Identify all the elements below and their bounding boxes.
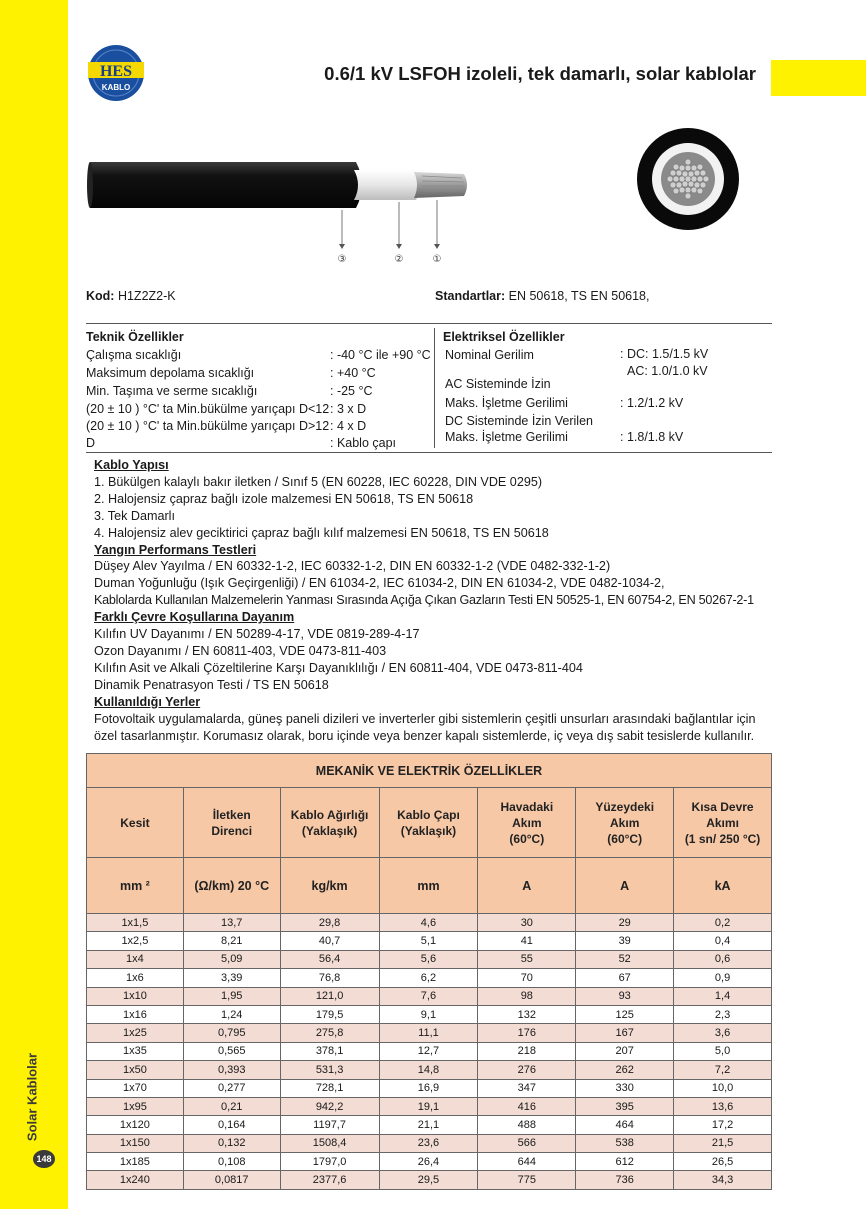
table-cell: 5,6 — [379, 950, 478, 968]
table-cell: 0,164 — [183, 1116, 280, 1134]
table-cell: 1x185 — [87, 1153, 184, 1171]
table-cell: 942,2 — [280, 1097, 379, 1115]
table-cell: 347 — [478, 1079, 576, 1097]
teknik-label-1: Maksimum depolama sıcaklığı — [86, 366, 255, 380]
table-cell: 93 — [576, 987, 674, 1005]
kullanim-heading: Kullanıldığı Yerler — [94, 694, 201, 709]
cevre-item-4: Dinamik Penatrasyon Testi / TS EN 50618 — [94, 677, 329, 692]
table-cell: 612 — [576, 1153, 674, 1171]
table-cell: 0,4 — [674, 932, 772, 950]
table-header-row — [87, 788, 772, 858]
table-row — [87, 932, 772, 950]
table-cell: 34,3 — [674, 1171, 772, 1189]
table-cell: 330 — [576, 1079, 674, 1097]
table-cell: 132 — [478, 1005, 576, 1023]
table-cell: 218 — [478, 1042, 576, 1060]
table-row — [87, 1005, 772, 1023]
table-cell: 395 — [576, 1097, 674, 1115]
cable-illustration — [86, 148, 476, 274]
table-cell: 14,8 — [379, 1061, 478, 1079]
cable-cross-section — [636, 127, 740, 231]
teknik-label-3: (20 ± 10 ) °C' ta Min.bükülme yarıçapı D<12 — [86, 402, 330, 416]
table-cell: 1197,7 — [280, 1116, 379, 1134]
table-cell: 2377,6 — [280, 1171, 379, 1189]
logo-bottom-text: KABLO — [101, 83, 131, 92]
table-cell: 13,6 — [674, 1097, 772, 1115]
cevre-item-3: Kılıfın Asit ve Alkali Çözeltilerine Karşı Dayanıklılığı / EN 60811-404, VDE 0473-811-404 — [94, 660, 583, 675]
table-cell: 2,3 — [674, 1005, 772, 1023]
table-cell: 0,0817 — [183, 1171, 280, 1189]
table-row — [87, 1024, 772, 1042]
yapi-item-2: 2. Halojensiz çapraz bağlı izole malzemesi EN 50618, TS EN 50618 — [94, 491, 474, 506]
table-row — [87, 1171, 772, 1189]
table-caption: MEKANİK VE ELEKTRİK ÖZELLİKLER — [87, 754, 772, 788]
nominal-ac: AC: 1.0/1.0 kV — [627, 364, 708, 378]
table-cell: 5,09 — [183, 950, 280, 968]
table-cell: 1x1,5 — [87, 914, 184, 932]
dc-label-1: DC Sisteminde İzin Verilen — [445, 414, 593, 428]
yangin-item-3: Kablolarda Kullanılan Malzemelerin Yanması Sırasında Açığa Çıkan Gazların Testi EN 50525-1, EN 60754-2, EN 50267-2-1 — [94, 593, 754, 608]
table-cell: 1x95 — [87, 1097, 184, 1115]
table-cell: 275,8 — [280, 1024, 379, 1042]
table-row — [87, 1061, 772, 1079]
table-row — [87, 969, 772, 987]
yapi-item-4: 4. Halojensiz alev geciktirici çapraz bağlı kılıf malzemesi EN 50618, TS EN 50618 — [94, 525, 549, 540]
table-cell: 16,9 — [379, 1079, 478, 1097]
standartlar-label: Standartlar: — [435, 289, 506, 303]
nominal-dc: : DC: 1.5/1.5 kV — [620, 347, 709, 361]
table-cell: 1x16 — [87, 1005, 184, 1023]
table-cell: 176 — [478, 1024, 576, 1042]
yangin-item-1: Düşey Alev Yayılma / EN 60332-1-2, IEC 60332-1-2, DIN EN 60332-1-2 (VDE 0482-332-1-2) — [94, 559, 611, 574]
header-direnc: İletken Direnci — [183, 788, 280, 858]
table-row — [87, 950, 772, 968]
table-cell: 0,565 — [183, 1042, 280, 1060]
table-cell: 5,1 — [379, 932, 478, 950]
table-row — [87, 1134, 772, 1152]
label-insulation: ② — [394, 254, 404, 265]
unit-cell: mm ² — [87, 858, 184, 914]
table-cell: 9,1 — [379, 1005, 478, 1023]
ac-value: : 1.2/1.2 kV — [620, 396, 684, 410]
dc-label-2: Maks. İşletme Gerilimi — [445, 430, 568, 444]
table-cell: 30 — [478, 914, 576, 932]
table-cell: 52 — [576, 950, 674, 968]
table-cell: 0,6 — [674, 950, 772, 968]
header-havadaki: Havadaki Akım (60°C) — [478, 788, 576, 858]
table-cell: 29,5 — [379, 1171, 478, 1189]
page-number: 148 — [33, 1150, 55, 1168]
dc-value: : 1.8/1.8 kV — [620, 430, 684, 444]
table-cell: 23,6 — [379, 1134, 478, 1152]
table-cell: 207 — [576, 1042, 674, 1060]
hes-kablo-logo — [86, 44, 146, 102]
table-cell: 8,21 — [183, 932, 280, 950]
table-cell: 1x10 — [87, 987, 184, 1005]
table-cell: 736 — [576, 1171, 674, 1189]
table-cell: 1x50 — [87, 1061, 184, 1079]
spec-table — [86, 753, 772, 1190]
table-cell: 0,277 — [183, 1079, 280, 1097]
yellow-header-tab — [771, 60, 866, 96]
table-cell: 1,24 — [183, 1005, 280, 1023]
table-cell: 1,4 — [674, 987, 772, 1005]
table-cell: 29 — [576, 914, 674, 932]
nominal-label: Nominal Gerilim — [445, 348, 534, 362]
logo-top-text: HES — [99, 63, 133, 80]
table-cell: 167 — [576, 1024, 674, 1042]
table-cell: 4,6 — [379, 914, 478, 932]
table-cell: 464 — [576, 1116, 674, 1134]
table-body — [87, 914, 772, 1190]
table-cell: 17,2 — [674, 1116, 772, 1134]
table-cell: 1x6 — [87, 969, 184, 987]
table-cell: 41 — [478, 932, 576, 950]
kod-value: H1Z2Z2-K — [117, 289, 176, 303]
elektriksel-heading: Elektriksel Özellikler — [443, 330, 565, 344]
table-row — [87, 987, 772, 1005]
table-cell: 76,8 — [280, 969, 379, 987]
table-row — [87, 1097, 772, 1115]
table-row — [87, 1153, 772, 1171]
table-cell: 56,4 — [280, 950, 379, 968]
table-cell: 0,2 — [674, 914, 772, 932]
specs-top-rule — [86, 323, 772, 324]
teknik-label-0: Çalışma sıcaklığı — [86, 348, 182, 362]
table-cell: 55 — [478, 950, 576, 968]
cevre-item-2: Ozon Dayanımı / EN 60811-403, VDE 0473-811-403 — [94, 643, 387, 658]
table-cell: 1x35 — [87, 1042, 184, 1060]
table-cell: 7,6 — [379, 987, 478, 1005]
table-cell: 1x240 — [87, 1171, 184, 1189]
cevre-heading: Farklı Çevre Koşullarına Dayanım — [94, 610, 295, 625]
header-cap: Kablo Çapı (Yaklaşık) — [379, 788, 478, 858]
yangin-item-2: Duman Yoğunluğu (Işık Geçirgenliği) / EN 61034-2, IEC 61034-2, DIN EN 61034-2, VDE 0482-1034-2, — [94, 576, 665, 591]
table-cell: 566 — [478, 1134, 576, 1152]
table-cell: 531,3 — [280, 1061, 379, 1079]
table-row — [87, 914, 772, 932]
table-cell: 1x2,5 — [87, 932, 184, 950]
table-cell: 70 — [478, 969, 576, 987]
table-cell: 1x25 — [87, 1024, 184, 1042]
yangin-heading: Yangın Performans Testleri — [94, 542, 257, 557]
table-cell: 1797,0 — [280, 1153, 379, 1171]
sidebar-label: Solar Kablolar — [24, 1052, 40, 1142]
header-kisa-devre: Kısa Devre Akımı (1 sn/ 250 °C) — [674, 788, 772, 858]
table-cell: 0,795 — [183, 1024, 280, 1042]
page-title: 0.6/1 kV LSFOH izoleli, tek damarlı, solar kablolar — [324, 63, 756, 84]
table-cell: 5,0 — [674, 1042, 772, 1060]
table-cell: 39 — [576, 932, 674, 950]
header-yuzeydeki: Yüzeydeki Akım (60°C) — [576, 788, 674, 858]
table-cell: 21,1 — [379, 1116, 478, 1134]
table-cell: 0,132 — [183, 1134, 280, 1152]
table-cell: 10,0 — [674, 1079, 772, 1097]
table-cell: 378,1 — [280, 1042, 379, 1060]
table-unit-row — [87, 858, 772, 914]
ac-label-1: AC Sisteminde İzin — [445, 377, 551, 391]
table-cell: 40,7 — [280, 932, 379, 950]
teknik-label-5: D — [86, 436, 96, 450]
yapi-item-3: 3. Tek Damarlı — [94, 508, 175, 523]
teknik-label-4: (20 ± 10 ) °C' ta Min.bükülme yarıçapı D>12 — [86, 419, 330, 433]
unit-cell: kA — [674, 858, 772, 914]
table-cell: 488 — [478, 1116, 576, 1134]
table-cell: 12,7 — [379, 1042, 478, 1060]
table-cell: 98 — [478, 987, 576, 1005]
unit-cell: A — [576, 858, 674, 914]
table-cell: 125 — [576, 1005, 674, 1023]
table-cell: 1x4 — [87, 950, 184, 968]
teknik-value-4: : 4 x D — [330, 419, 367, 433]
yellow-sidebar — [0, 0, 68, 1209]
teknik-value-5: : Kablo çapı — [330, 436, 397, 450]
yapi-heading: Kablo Yapısı — [94, 458, 169, 472]
specs-divider — [434, 328, 435, 448]
description-block — [94, 457, 774, 744]
teknik-value-0: : -40 °C ile +90 °C — [330, 348, 431, 362]
teknik-value-2: : -25 °C — [330, 384, 373, 398]
kod-line — [86, 289, 176, 303]
table-cell: 29,8 — [280, 914, 379, 932]
table-cell: 775 — [478, 1171, 576, 1189]
table-cell: 1x120 — [87, 1116, 184, 1134]
label-jacket: ③ — [337, 254, 347, 265]
table-cell: 179,5 — [280, 1005, 379, 1023]
table-cell: 13,7 — [183, 914, 280, 932]
table-cell: 1,95 — [183, 987, 280, 1005]
kod-label: Kod: — [86, 289, 115, 303]
unit-cell: (Ω/km) 20 °C — [183, 858, 280, 914]
cevre-item-1: Kılıfın UV Dayanımı / EN 50289-4-17, VDE 0819-289-4-17 — [94, 627, 420, 642]
kullanim-text: Fotovoltaik uygulamalarda, güneş paneli dizileri ve inverterler gibi sistemlerin çeşitli unsurları arasındaki bağlantılar için özel tasarlanmıştır. Korumasız olarak, boru içinde veya benzer kapalı sistemlerde, iç veya dış sabit tesislerde kullanılır. — [94, 711, 756, 743]
unit-cell: kg/km — [280, 858, 379, 914]
unit-cell: A — [478, 858, 576, 914]
table-row — [87, 1116, 772, 1134]
standartlar-line — [435, 289, 649, 303]
table-cell: 21,5 — [674, 1134, 772, 1152]
table-cell: 7,2 — [674, 1061, 772, 1079]
header-agirlik: Kablo Ağırlığı (Yaklaşık) — [280, 788, 379, 858]
table-cell: 19,1 — [379, 1097, 478, 1115]
teknik-value-3: : 3 x D — [330, 402, 367, 416]
header-kesit: Kesit — [87, 788, 184, 858]
table-cell: 276 — [478, 1061, 576, 1079]
table-row — [87, 1079, 772, 1097]
ac-label-2: Maks. İşletme Gerilimi — [445, 396, 568, 410]
table-cell: 644 — [478, 1153, 576, 1171]
unit-cell: mm — [379, 858, 478, 914]
standartlar-value: EN 50618, TS EN 50618, — [508, 289, 650, 303]
table-cell: 6,2 — [379, 969, 478, 987]
table-cell: 3,39 — [183, 969, 280, 987]
table-cell: 538 — [576, 1134, 674, 1152]
teknik-heading: Teknik Özellikler — [86, 330, 184, 344]
table-cell: 1x150 — [87, 1134, 184, 1152]
table-cell: 0,21 — [183, 1097, 280, 1115]
table-cell: 26,4 — [379, 1153, 478, 1171]
label-conductor: ① — [432, 254, 442, 265]
yapi-item-1: 1. Bükülgen kalaylı bakır iletken / Sınıf 5 (EN 60228, IEC 60228, DIN VDE 0295) — [94, 474, 543, 489]
table-cell: 0,9 — [674, 969, 772, 987]
table-cell: 416 — [478, 1097, 576, 1115]
teknik-label-2: Min. Taşıma ve serme sıcaklığı — [86, 384, 258, 398]
teknik-value-1: : +40 °C — [330, 366, 376, 380]
table-cell: 26,5 — [674, 1153, 772, 1171]
table-row — [87, 1042, 772, 1060]
table-cell: 121,0 — [280, 987, 379, 1005]
table-cell: 3,6 — [674, 1024, 772, 1042]
table-cell: 0,393 — [183, 1061, 280, 1079]
table-cell: 1508,4 — [280, 1134, 379, 1152]
table-cell: 0,108 — [183, 1153, 280, 1171]
table-cell: 11,1 — [379, 1024, 478, 1042]
specs-bottom-rule — [86, 452, 772, 453]
table-cell: 262 — [576, 1061, 674, 1079]
table-cell: 728,1 — [280, 1079, 379, 1097]
table-cell: 1x70 — [87, 1079, 184, 1097]
table-cell: 67 — [576, 969, 674, 987]
